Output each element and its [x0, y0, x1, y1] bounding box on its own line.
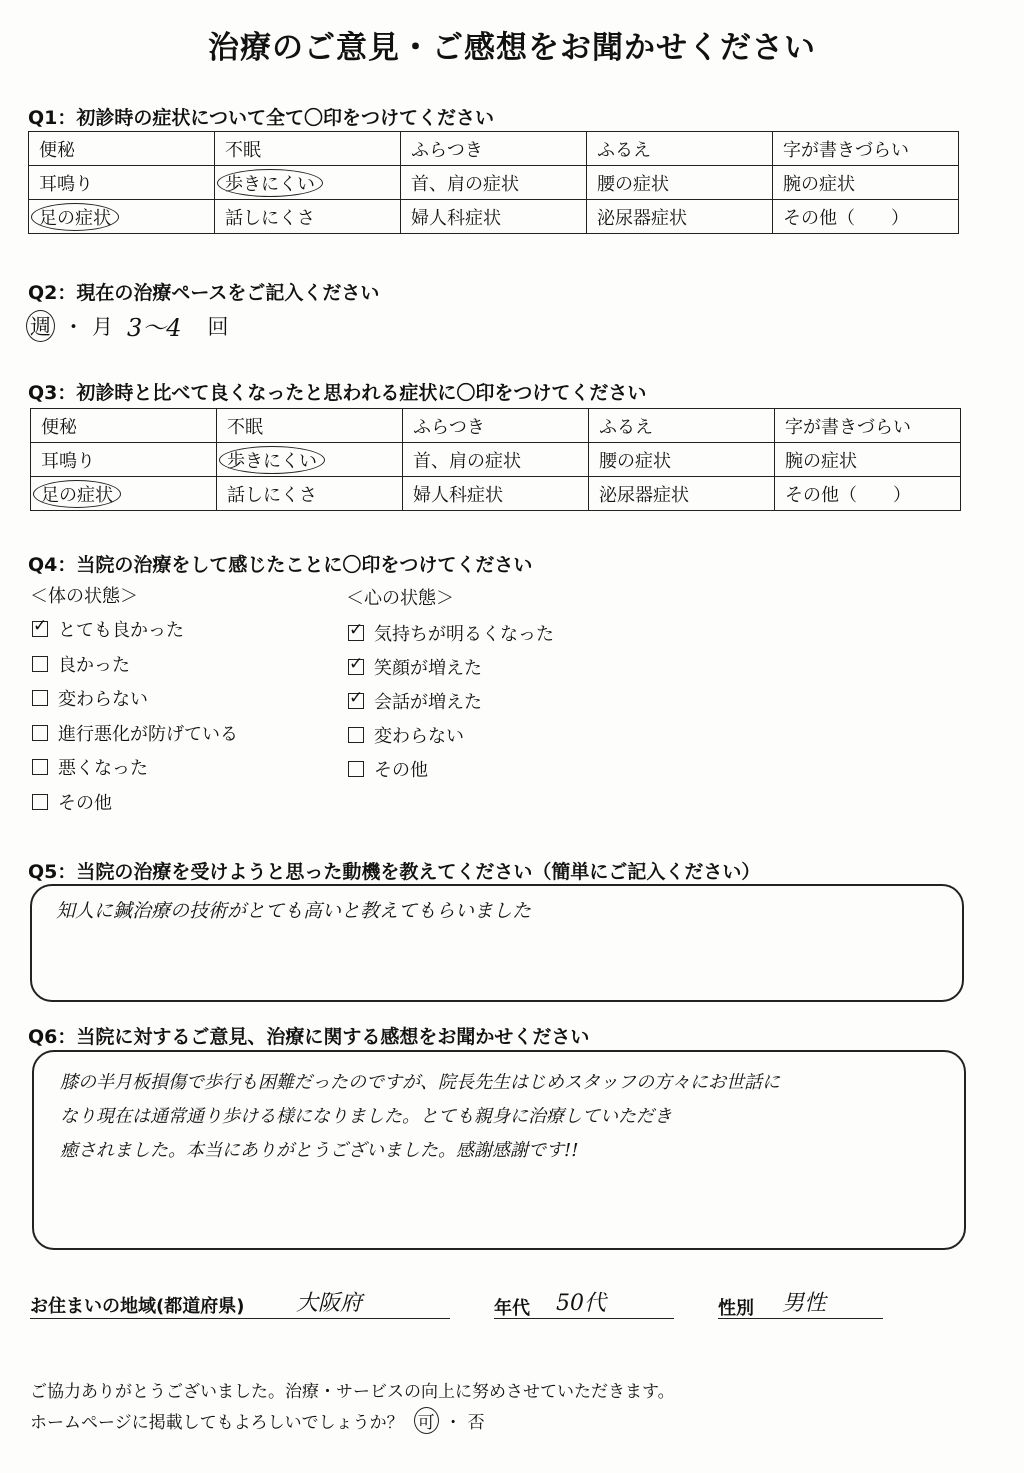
gender-value: 男性	[782, 1291, 827, 1316]
q2-answer	[26, 308, 229, 343]
symptom-label: 字が書きづらい	[783, 139, 909, 161]
empty-box-icon[interactable]	[348, 761, 364, 777]
symptom-label: ふらつき	[413, 416, 485, 438]
q1-row	[29, 132, 959, 166]
region-underline	[30, 1318, 450, 1319]
checkbox-item[interactable]	[32, 616, 184, 642]
q1-cell	[587, 200, 773, 234]
q6-answer-box	[32, 1050, 966, 1250]
symptom-label: 耳鳴り	[41, 450, 95, 472]
checked-box-icon[interactable]	[32, 621, 48, 637]
empty-box-icon[interactable]	[348, 727, 364, 743]
symptom-label: 歩きにくい	[219, 446, 325, 474]
checkbox-label: 悪くなった	[58, 758, 148, 779]
q3-row	[31, 443, 961, 477]
checkbox-label: その他	[58, 792, 112, 814]
age-label: 年代	[494, 1298, 530, 1319]
symptom-label: 便秘	[39, 139, 75, 161]
q1-row	[29, 200, 959, 234]
symptom-label: 話しにくさ	[227, 484, 317, 506]
q3-row	[31, 409, 961, 443]
q3-cell	[589, 477, 775, 511]
q3-cell	[775, 443, 961, 477]
consent-sep: ・	[444, 1413, 462, 1433]
q6-answer-line-3: 癒されました。本当にありがとうございました。感謝感謝です!!	[60, 1140, 579, 1161]
q3-cell	[589, 409, 775, 443]
symptom-label: 首、肩の症状	[411, 173, 519, 195]
symptom-label: その他（ ）	[785, 484, 911, 506]
q3-cell	[403, 409, 589, 443]
checkbox-item[interactable]	[348, 756, 428, 782]
symptom-label: 足の症状	[31, 203, 119, 231]
q6-answer-line-1: 膝の半月板損傷で歩行も困難だったのですが、院長先生はじめスタッフの方々にお世話に	[60, 1072, 780, 1093]
q3-cell	[31, 477, 217, 511]
q1-title: Q1：初診時の症状について全て〇印をつけてください	[28, 107, 494, 129]
q3-row	[31, 477, 961, 511]
symptom-label: 耳鳴り	[39, 173, 93, 195]
empty-box-icon[interactable]	[32, 656, 48, 672]
body-state-header: ＜体の状態＞	[30, 586, 138, 607]
q3-cell	[775, 477, 961, 511]
symptom-label: ふらつき	[411, 139, 483, 161]
checkbox-item[interactable]	[32, 754, 148, 780]
checkbox-label: その他	[374, 760, 428, 781]
q1-cell	[401, 166, 587, 200]
symptom-label: 字が書きづらい	[785, 416, 911, 438]
checkbox-item[interactable]	[348, 654, 482, 680]
q3-cell	[589, 443, 775, 477]
q6-title: Q6：当院に対するご意見、治療に関する感想をお聞かせください	[28, 1026, 590, 1048]
empty-box-icon[interactable]	[32, 690, 48, 706]
age-underline	[494, 1318, 674, 1319]
symptom-label: ふるえ	[599, 416, 653, 438]
consent-yes-circled: 可	[414, 1407, 439, 1434]
checkbox-label: 笑顔が増えた	[374, 658, 482, 679]
q3-cell	[217, 443, 403, 477]
consent-row	[30, 1407, 485, 1434]
symptom-label: 泌尿器症状	[597, 207, 687, 229]
q1-cell	[29, 200, 215, 234]
q1-cell	[215, 132, 401, 166]
q2-month: 月	[92, 314, 113, 339]
checkbox-item[interactable]	[32, 789, 112, 815]
mind-state-header: ＜心の状態＞	[346, 588, 454, 609]
q1-cell	[401, 200, 587, 234]
q2-count: 3～4	[127, 314, 182, 342]
symptom-label: 不眠	[225, 139, 261, 161]
q4-title: Q4：当院の治療をして感じたことに〇印をつけてください	[28, 554, 533, 576]
checkbox-label: 変わらない	[374, 726, 464, 747]
thanks-text: ご協力ありがとうございました。治療・サービスの向上に努めさせていただきます。	[30, 1382, 675, 1402]
q6-answer-line-2: なり現在は通常通り歩ける様になりました。とても親身に治療していただき	[60, 1106, 672, 1127]
symptom-label: 婦人科症状	[411, 207, 501, 229]
q3-cell	[403, 477, 589, 511]
empty-box-icon[interactable]	[32, 794, 48, 810]
q3-cell	[217, 477, 403, 511]
symptom-label: 腕の症状	[785, 450, 857, 472]
q3-cell	[775, 409, 961, 443]
symptom-label: 話しにくさ	[225, 207, 315, 229]
symptom-label: 足の症状	[33, 480, 121, 508]
checkbox-label: 気持ちが明るくなった	[374, 624, 554, 645]
region-value: 大阪府	[296, 1291, 363, 1316]
q1-cell	[587, 132, 773, 166]
q5-answer-box	[30, 884, 964, 1002]
gender-label: 性別	[718, 1298, 754, 1319]
symptom-label: ふるえ	[597, 139, 651, 161]
checkbox-label: 会話が増えた	[374, 692, 482, 713]
checkbox-label: 変わらない	[58, 689, 148, 710]
checkbox-label: 良かった	[58, 654, 130, 676]
empty-box-icon[interactable]	[32, 725, 48, 741]
gender-underline	[718, 1318, 883, 1319]
symptom-label: 歩きにくい	[217, 169, 323, 197]
checkbox-item[interactable]	[348, 722, 464, 748]
q1-cell	[215, 166, 401, 200]
q1-symptom-table	[28, 131, 959, 234]
symptom-label: 便秘	[41, 416, 77, 438]
q1-cell	[29, 132, 215, 166]
q5-answer: 知人に鍼治療の技術がとても高いと教えてもらいました	[56, 900, 532, 922]
checkbox-item[interactable]	[32, 720, 238, 746]
page-title: 治療のご意見・ご感想をお聞かせください	[208, 30, 816, 66]
q1-cell	[773, 132, 959, 166]
symptom-label: 婦人科症状	[413, 484, 503, 506]
region-label: お住まいの地域(都道府県)	[30, 1296, 245, 1317]
empty-box-icon[interactable]	[32, 759, 48, 775]
q1-cell	[587, 166, 773, 200]
q3-cell	[31, 443, 217, 477]
consent-question: ホームページに掲載してもよろしいでしょうか？	[30, 1413, 404, 1433]
q3-symptom-table	[30, 408, 961, 511]
symptom-label: 首、肩の症状	[413, 450, 521, 472]
q3-cell	[217, 409, 403, 443]
q5-title: Q5：当院の治療を受けようと思った動機を教えてください（簡単にご記入ください）	[28, 861, 761, 883]
age-value: 50代	[556, 1291, 606, 1316]
q3-cell	[31, 409, 217, 443]
symptom-label: 腰の症状	[597, 173, 669, 195]
q2-times: 回	[207, 314, 229, 339]
q1-cell	[773, 200, 959, 234]
q3-title: Q3：初診時と比べて良くなったと思われる症状に〇印をつけてください	[28, 382, 647, 404]
q2-title: Q2：現在の治療ペースをご記入ください	[28, 282, 380, 304]
symptom-label: 泌尿器症状	[599, 484, 689, 506]
q1-cell	[29, 166, 215, 200]
q2-week-circled: 週	[26, 310, 55, 342]
q1-row	[29, 166, 959, 200]
symptom-label: 腰の症状	[599, 450, 671, 472]
checkbox-item[interactable]	[32, 651, 130, 677]
checkbox-label: 進行悪化が防げている	[58, 723, 238, 745]
q3-cell	[403, 443, 589, 477]
symptom-label: 不眠	[227, 416, 263, 438]
q1-cell	[401, 132, 587, 166]
checked-box-icon[interactable]	[348, 693, 364, 709]
q1-cell	[773, 166, 959, 200]
checkbox-item[interactable]	[348, 620, 554, 646]
checked-box-icon[interactable]	[348, 659, 364, 675]
checkbox-item[interactable]	[348, 688, 482, 714]
q2-sep: ・	[63, 314, 84, 339]
q1-cell	[215, 200, 401, 234]
symptom-label: 腕の症状	[783, 173, 855, 195]
checked-box-icon[interactable]	[348, 625, 364, 641]
checkbox-label: とても良かった	[58, 620, 184, 641]
checkbox-item[interactable]	[32, 685, 148, 711]
consent-no: 否	[467, 1413, 485, 1433]
symptom-label: その他（ ）	[783, 207, 909, 229]
